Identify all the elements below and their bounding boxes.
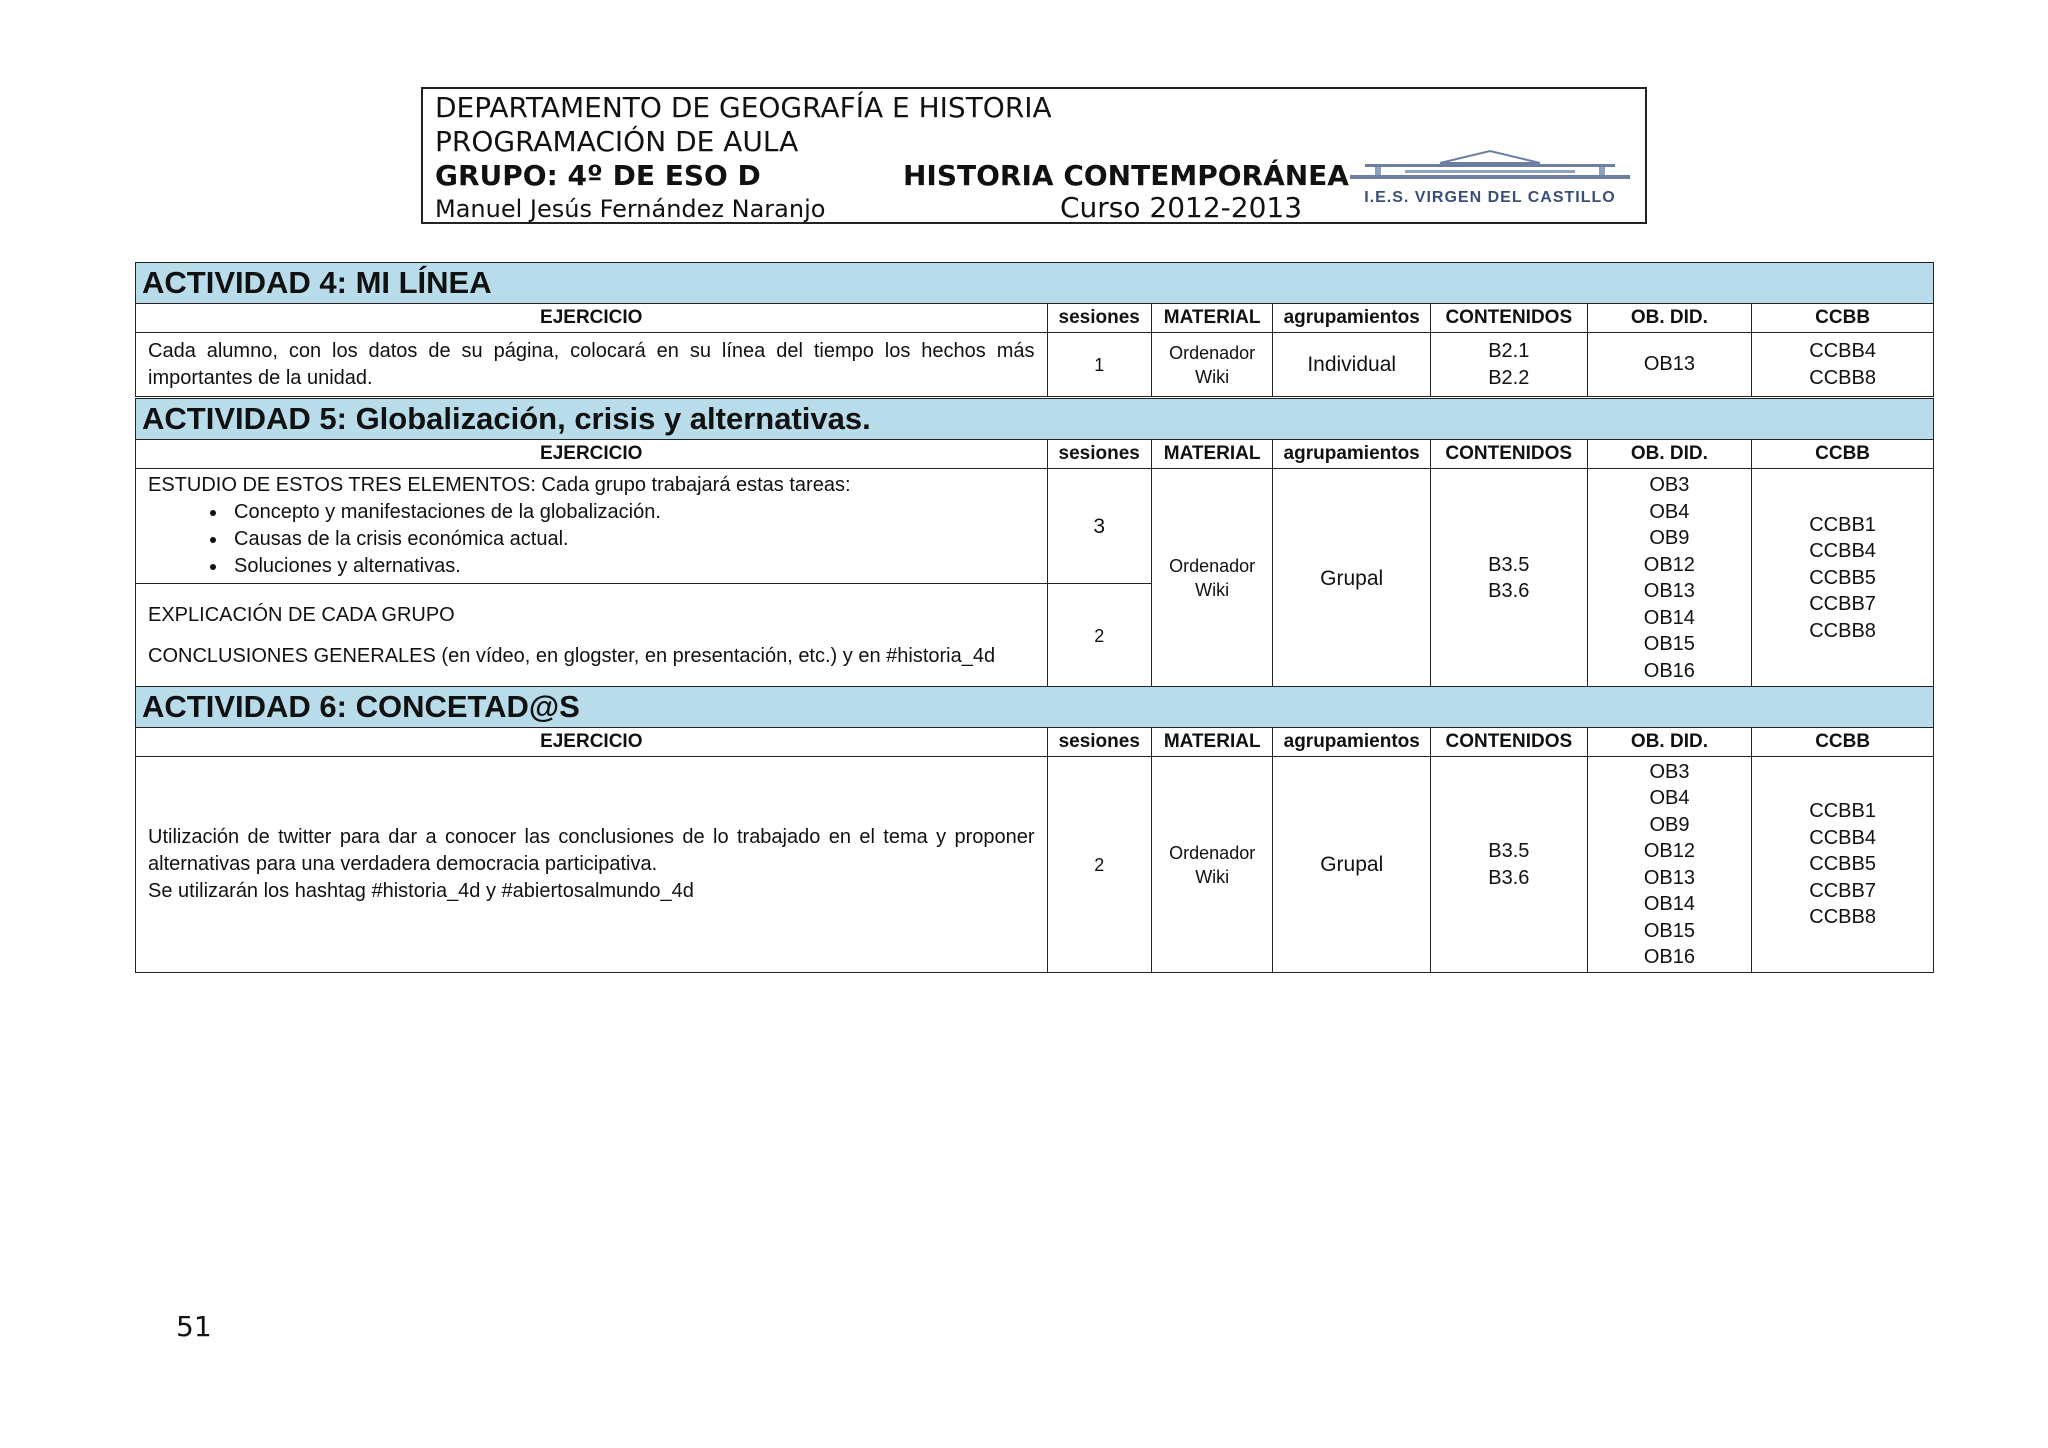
ob-did-cell — [1587, 469, 1752, 688]
ccbb-item: CCBB4 — [1809, 540, 1876, 563]
material-item: Ordenador — [1169, 556, 1256, 576]
col-agrupamientos: agrupamientos — [1273, 304, 1431, 333]
ccbb-item: CCBB4 — [1809, 340, 1876, 362]
ejercicio-line: CONCLUSIONES GENERALES (en vídeo, en glogster, en presentación, etc.) y en #historia_4d — [148, 644, 996, 667]
ejercicio-line: EXPLICACIÓN DE CADA GRUPO — [148, 603, 455, 626]
contenidos-cell — [1430, 469, 1587, 688]
contenido-item: B3.6 — [1488, 866, 1530, 889]
col-contenidos: CONTENIDOS — [1430, 440, 1587, 469]
col-contenidos: CONTENIDOS — [1430, 304, 1587, 333]
ob-did-item: OB14 — [1643, 606, 1695, 629]
ccbb-item: CCBB1 — [1809, 800, 1876, 823]
ob-did-item: OB16 — [1643, 659, 1695, 682]
ejercicio-intro: ESTUDIO DE ESTOS TRES ELEMENTOS: Cada grupo trabajará estas tareas: — [148, 474, 851, 496]
programacion-title: PROGRAMACIÓN DE AULA — [435, 125, 799, 158]
material-cell — [1151, 333, 1272, 397]
materia-label: HISTORIA CONTEMPORÁNEA — [903, 159, 1349, 192]
col-sesiones: sesiones — [1047, 440, 1151, 469]
col-contenidos: CONTENIDOS — [1431, 728, 1588, 757]
col-material: MATERIAL — [1151, 728, 1272, 757]
table-row — [136, 757, 1934, 973]
contenido-item: B3.5 — [1488, 840, 1530, 862]
actividad-5-title: ACTIVIDAD 5: Globalización, crisis y alternativas. — [136, 399, 1934, 440]
material-item: Wiki — [1195, 366, 1230, 387]
col-ccbb: CCBB — [1752, 440, 1934, 469]
ejercicio-line: Utilización de twitter para dar a conocer las conclusiones de lo trabajado en el tema y proponer alternativas para una verdadera democracia participativa. — [148, 826, 1035, 875]
actividad-5-table — [135, 398, 1934, 688]
ejercicio-text: Cada alumno, con los datos de su página, colocará en su línea del tiempo los hechos más importantes de la unidad. — [136, 333, 1048, 397]
ccbb-item: CCBB8 — [1809, 366, 1876, 389]
ob-did-item: OB15 — [1643, 633, 1695, 655]
list-item: • Concepto y manifestaciones de la globalización. — [228, 499, 1035, 526]
material-cell — [1151, 757, 1272, 973]
col-ejercicio: EJERCICIO — [136, 304, 1048, 333]
list-item: • Soluciones y alternativas. — [228, 553, 1035, 580]
col-sesiones: sesiones — [1047, 304, 1151, 333]
logo-text: I.E.S. VIRGEN DEL CASTILLO — [1364, 189, 1616, 206]
ob-did-item: OB13 — [1643, 353, 1695, 376]
ob-did-cell — [1587, 333, 1752, 397]
sesiones-value: 3 — [1047, 469, 1151, 584]
ejercicio-text — [136, 584, 1048, 688]
ob-did-item: OB13 — [1643, 580, 1695, 602]
ob-did-item: OB12 — [1643, 553, 1695, 576]
actividad-4-title: ACTIVIDAD 4: MI LÍNEA — [136, 263, 1934, 304]
col-ejercicio: EJERCICIO — [136, 728, 1048, 757]
contenido-item: B3.5 — [1488, 553, 1530, 576]
school-logo — [1345, 149, 1635, 207]
ob-did-item: OB9 — [1649, 813, 1690, 836]
contenidos-cell — [1431, 757, 1588, 973]
school-building-icon — [1345, 149, 1635, 183]
actividad-6-title: ACTIVIDAD 6: CONCETAD@S — [136, 687, 1934, 728]
sesiones-value: 1 — [1047, 333, 1151, 397]
material-item: Wiki — [1195, 866, 1230, 887]
column-headers — [136, 728, 1934, 757]
contenido-item: B2.1 — [1488, 340, 1530, 362]
material-cell — [1151, 469, 1272, 688]
agrupamiento-value: Grupal — [1273, 757, 1431, 973]
col-ejercicio: EJERCICIO — [136, 440, 1048, 469]
contenidos-cell — [1430, 333, 1587, 397]
agrupamiento-value: Grupal — [1273, 469, 1431, 688]
col-ccbb: CCBB — [1752, 728, 1934, 757]
ejercicio-text — [136, 757, 1048, 973]
table-row — [136, 333, 1934, 397]
col-ccbb: CCBB — [1752, 304, 1934, 333]
ccbb-item: CCBB8 — [1809, 619, 1876, 642]
contenido-item: B3.6 — [1488, 580, 1530, 602]
document-header — [421, 87, 1647, 224]
ccbb-item: CCBB5 — [1809, 566, 1876, 589]
ob-did-cell — [1587, 757, 1752, 973]
grupo-label: GRUPO: 4º DE ESO D — [435, 159, 761, 192]
ccbb-item: CCBB5 — [1809, 853, 1876, 876]
ccbb-item: CCBB7 — [1809, 593, 1876, 616]
sesiones-value: 2 — [1047, 757, 1151, 973]
page-number: 51 — [176, 1310, 212, 1343]
col-agrupamientos: agrupamientos — [1273, 728, 1431, 757]
ob-did-item: OB13 — [1643, 866, 1696, 889]
ob-did-item: OB14 — [1643, 893, 1696, 915]
ob-did-item: OB3 — [1649, 474, 1690, 496]
col-ob-did: OB. DID. — [1587, 440, 1752, 469]
col-ob-did: OB. DID. — [1587, 304, 1752, 333]
table-row — [136, 469, 1934, 584]
column-headers — [136, 440, 1934, 469]
task-list — [148, 499, 1035, 580]
sesiones-value: 2 — [1047, 584, 1151, 688]
ccbb-item: CCBB8 — [1809, 906, 1876, 929]
contenido-item: B2.2 — [1488, 366, 1530, 389]
ob-did-item: OB4 — [1649, 787, 1690, 809]
ob-did-item: OB3 — [1649, 760, 1690, 783]
ccbb-cell — [1752, 757, 1934, 973]
actividad-4-table — [135, 262, 1934, 397]
agrupamiento-value: Individual — [1273, 333, 1431, 397]
column-headers — [136, 304, 1934, 333]
col-material: MATERIAL — [1151, 440, 1272, 469]
material-item: Wiki — [1195, 580, 1230, 600]
material-item: Ordenador — [1169, 842, 1256, 863]
col-sesiones: sesiones — [1047, 728, 1151, 757]
ob-did-item: OB16 — [1643, 946, 1696, 968]
department-title: DEPARTAMENTO DE GEOGRAFÍA E HISTORIA — [435, 91, 1052, 124]
col-material: MATERIAL — [1151, 304, 1272, 333]
ccbb-item: CCBB4 — [1809, 826, 1876, 849]
ob-did-item: OB12 — [1643, 840, 1696, 862]
ob-did-item: OB4 — [1649, 500, 1690, 523]
ob-did-item: OB15 — [1643, 919, 1696, 942]
autor-label: Manuel Jesús Fernández Naranjo — [435, 195, 826, 223]
ejercicio-text — [136, 469, 1048, 584]
ccbb-item: CCBB7 — [1809, 879, 1876, 902]
col-agrupamientos: agrupamientos — [1273, 440, 1431, 469]
col-ob-did: OB. DID. — [1587, 728, 1752, 757]
actividad-6-table — [135, 686, 1934, 973]
ccbb-cell — [1752, 333, 1934, 397]
ccbb-item: CCBB1 — [1809, 513, 1876, 536]
ob-did-item: OB9 — [1649, 527, 1690, 549]
list-item: • Causas de la crisis económica actual. — [228, 526, 1035, 553]
material-item: Ordenador — [1169, 342, 1256, 363]
ccbb-cell — [1752, 469, 1934, 688]
curso-label: Curso 2012-2013 — [1060, 191, 1303, 224]
ejercicio-line: Se utilizarán los hashtag #historia_4d y #abiertosalmundo_4d — [148, 880, 694, 902]
